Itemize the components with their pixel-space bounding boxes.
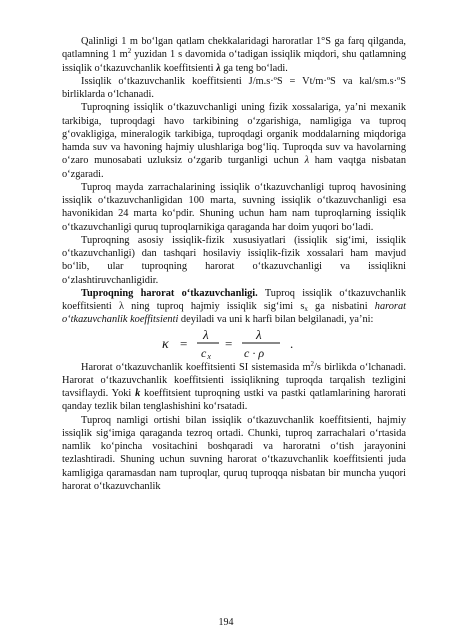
formula-num-2: λ xyxy=(256,326,262,342)
formula-den-2: c · ρ xyxy=(244,345,265,360)
formula-den-1: cx xyxy=(201,345,211,361)
paragraph-5: Tuproqning asosiy issiqlik-fizik xususiyatlari (issiqlik sig‘imi, issiqlik o‘tkazuvchanligi) dan tashqari hosilaviy issiqlik-fizik xossalari ham mavjud bo‘lib, ular tuproqning harorat o‘tkazuvchanligi va issiqlikni o‘zlashtiruvchanligidir. xyxy=(62,234,406,286)
paragraph-3: Tuproqning issiqlik o‘tkazuvchanligi uning fizik xossalariga, ya’ni mexanik tarkibiga, tuproqdagi havo tarkibining o‘zgarishiga, namligiga va tuproq g‘ovakligiga, mineralogik tarkibiga, tuproqdagi organik moddalarning miqdoriga hamda suv va havoning hajmiy ulushlariga bog‘liq. Tuproqda suv va havolarning o‘zaro munosabati uzluksiz o‘zgarib turganligi uchun λ ham vaqtga nisbatan o‘zgaradi. xyxy=(62,102,406,180)
lambda-symbol: λ xyxy=(216,62,221,74)
term-italic: harorat o‘tkazuvchanlik koeffitsienti xyxy=(62,301,406,326)
formula-lhs: κ xyxy=(162,336,169,352)
formula-eq-2: = xyxy=(225,335,233,351)
paragraph-4: Tuproq mayda zarrachalarining issiqlik o‘tkazuvchanligi tuproq havosining issiqlik o‘tkazuvchanligidan 100 marta, suvning issiqlik o‘tkazuvchanligi esa havonikidan 24 marta ko‘pdir. Shuning uchun ham nam tuproqlarning issiqlik o‘tkazuvchanligi quruq tuproqlarnikiga qaraganda har doim yuqori bo‘ladi. xyxy=(62,181,406,233)
paragraph-7: Harorat o‘tkazuvchanlik koeffitsienti SI sistemasida $m^2/s$ birlikda o‘lchanadi. Harorat o‘tkazuvchanlik koeffitsienti issiqlikning tuproqda tarqalish tezligini tavsiflaydi. Yoki k koeffitsient tuproqning ustki va pastki qatlamlarining harorati qanday tezlik bilan tenglashishini ko‘rsatadi. xyxy=(62,359,406,413)
formula-end: . xyxy=(290,335,294,351)
paragraph-6: Tuproqning harorat o‘tkazuvchanligi. Tuproq issiqlik o‘tkazuvchanlik koeffitsienti λ ning tuproq hajmiy issiqlik sig‘imi $s_x$ ga nisbatini harorat o‘tkazuvchanlik koeffitsienti deyiladi va uni k harfi bilan belgilanadi, ya’ni: xyxy=(62,287,406,326)
page-number: 194 xyxy=(218,617,234,628)
formula xyxy=(68,327,406,361)
formula-num-1: λ xyxy=(203,326,209,342)
formula-svg xyxy=(162,327,312,361)
paragraph-2: Issiqlik o‘tkazuvchanlik koeffitsienti J/m.s·ºS = Vt/m·ºS va kal/sm.s·ºS birliklarda o‘lchanadi. xyxy=(62,75,406,100)
section-heading: Tuproqning harorat o‘tkazuvchanligi. xyxy=(81,287,258,299)
paragraph-8: Tuproq namligi ortishi bilan issiqlik o‘tkazuvchanlik koeffitsienti, hajmiy issiqlik sig‘imiga qaraganda tezroq ortadi. Chunki, tuproq zarrachalari o‘rtasida namlik ko‘pincha vositachini boshqaradi va haroratni o‘tish jarayonini tezlashtiradi. Shuning uchun suvning harorat o‘tkazuvchanlik koeffitsienti juda kamligiga qaramasdan nam tuproqlar, quruq tuproqqa nisbatan bir muncha yuqori harorat o‘tkazuvchanlik xyxy=(62,414,406,492)
formula-eq-1: = xyxy=(180,335,188,351)
paragraph-1: Qalinligi 1 m bo‘lgan qatlam chekkalaridagi haroratlar 1°S ga farq qilganda, qatlamning 1 $m^2$ yuzidan 1 s davomida o‘tadigan issiqlik miqdori, shu qatlamning issiqlik o‘tkazuvchanlik koeffitsienti λ ga teng bo‘ladi. xyxy=(62,36,407,74)
